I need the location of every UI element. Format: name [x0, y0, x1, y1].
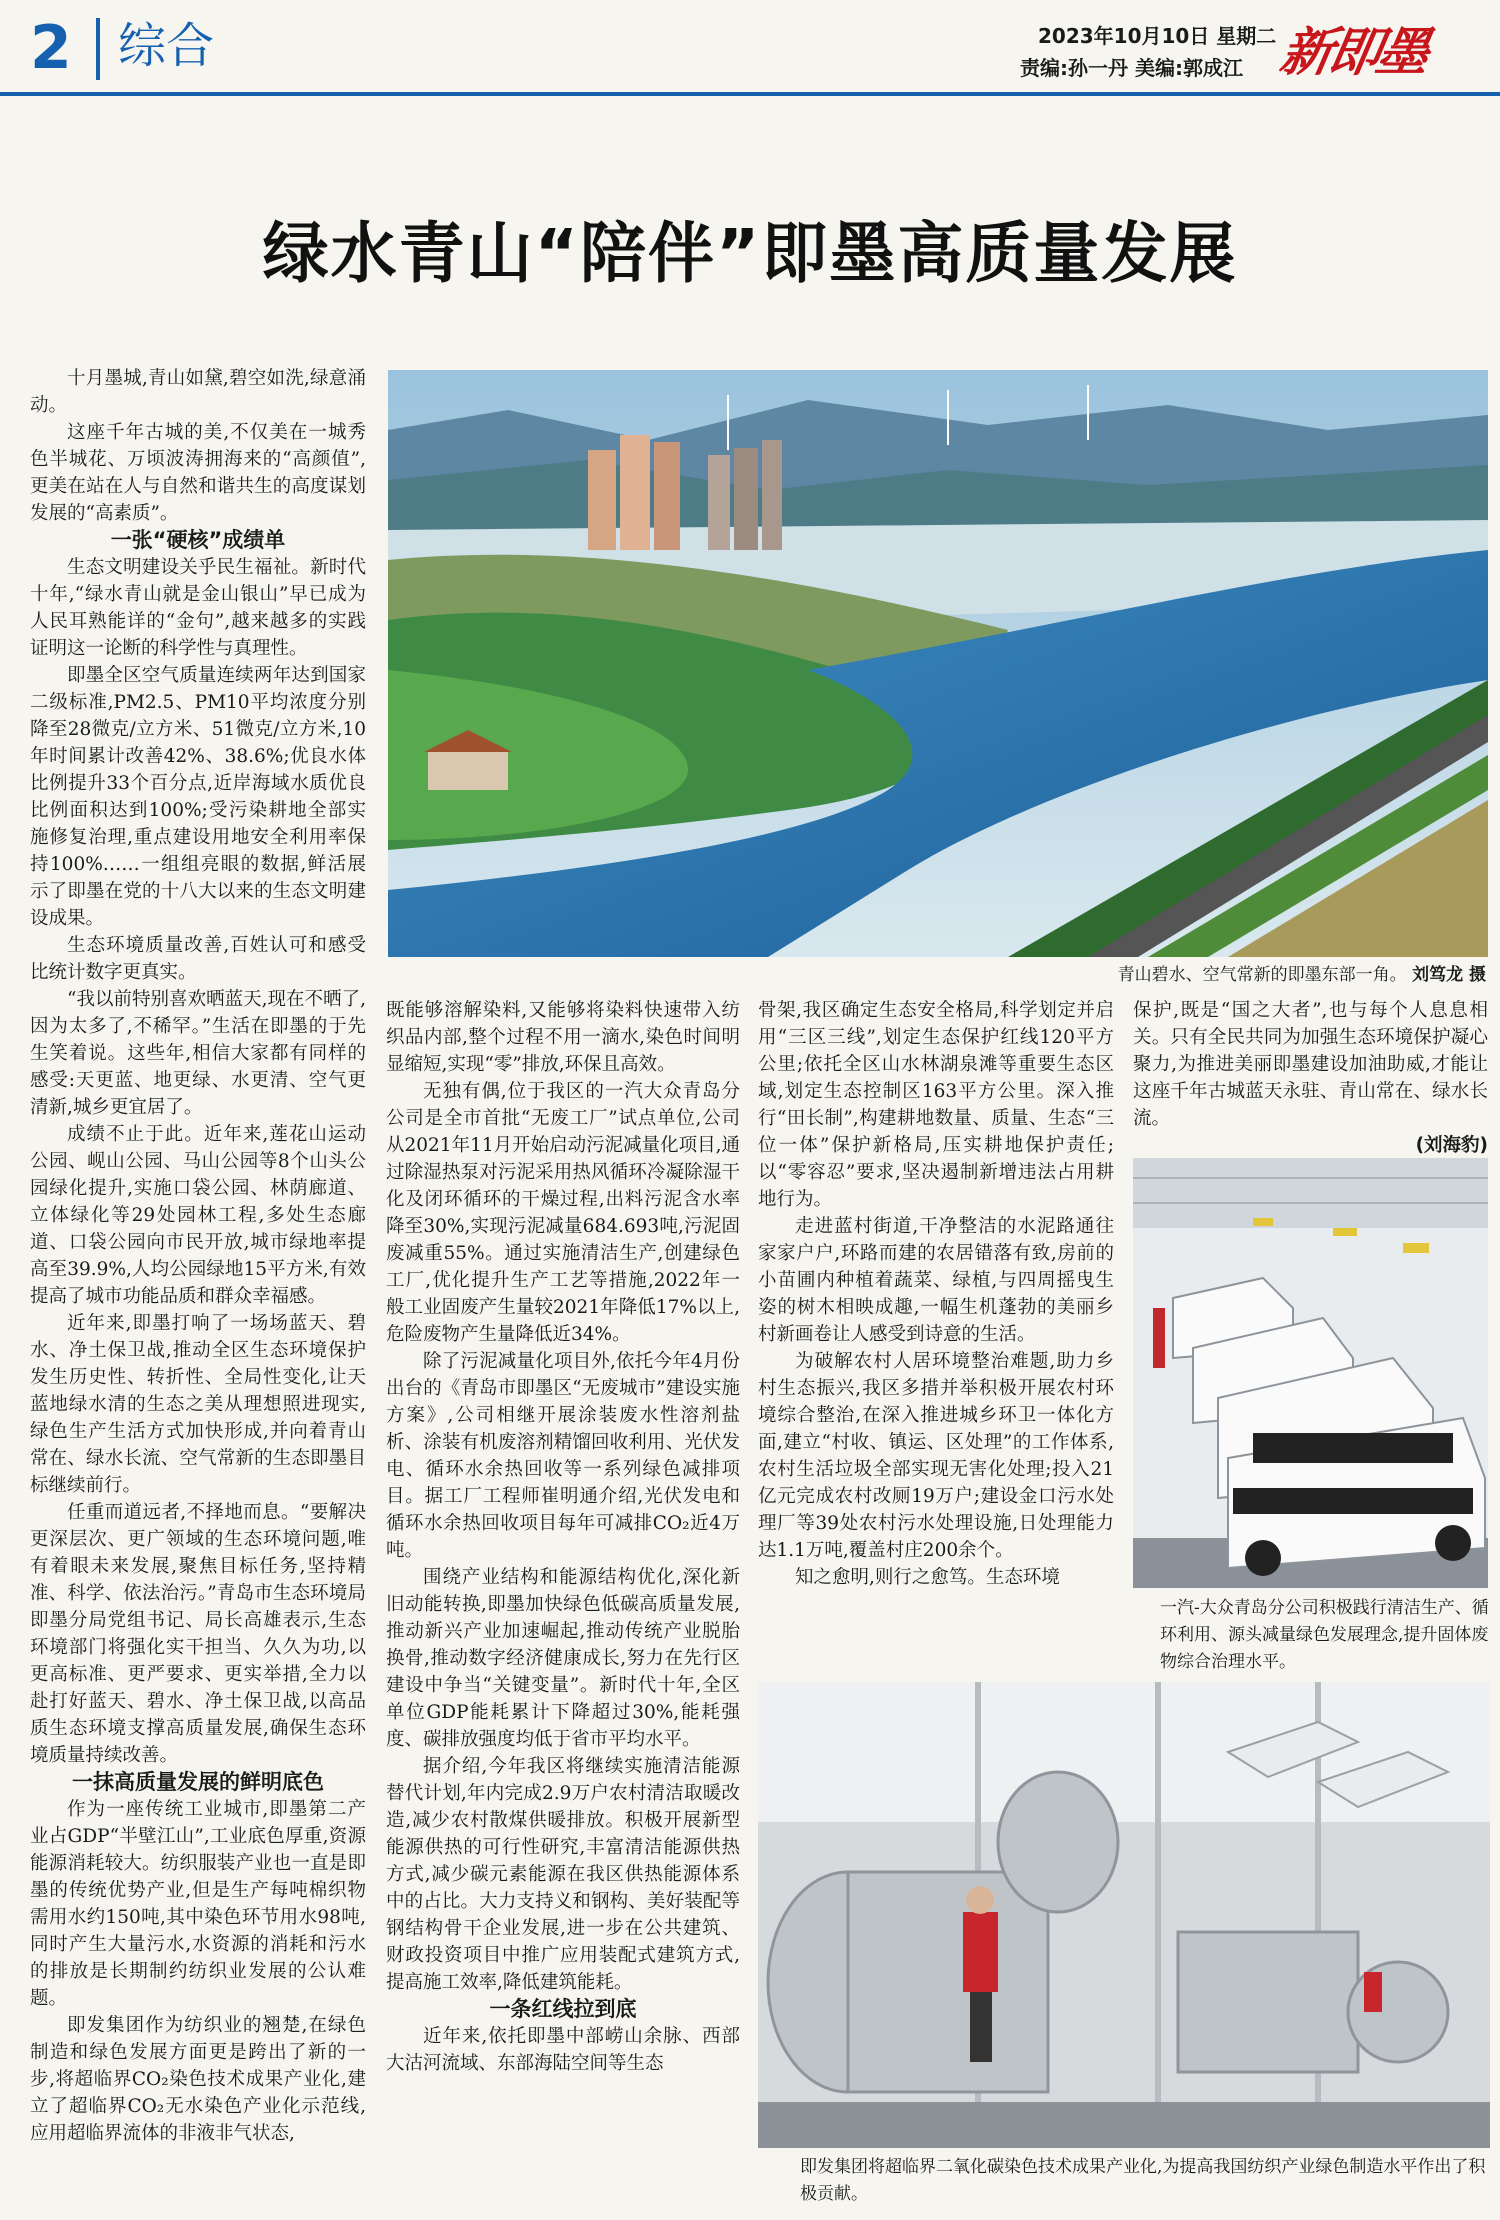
paragraph: 除了污泥减量化项目外,依托今年4月份出台的《青岛市即墨区“无废城市”建设实施方案》,公司相继开展涂装废水性溶剂盐析、涂装有机废溶剂精馏回收利用、光伏发电、循环水余热回收等一系列绿色减排项目。据工厂工程师崔明通介绍,光伏发电和循环水余热回收项目每年可减排CO₂近4万吨。 [386, 1351, 740, 1561]
car-assembly-illustration [1133, 1158, 1488, 1588]
author-byline: (刘海豹) [1415, 1135, 1488, 1156]
article-column-2 [386, 997, 740, 2077]
paragraph: 为破解农村人居环境整治难题,助力乡村生态振兴,我区多措并举积极开展农村环境综合整治,在深入推进城乡环卫一体化方面,建立“村收、镇运、区处理”的工作体系,农村生活垃圾全部实现无害化处理;投入21亿元完成农村改厕19万户;建设金口污水处理厂等39处农村污水处理设施,日处理能力达1.1万吨,覆盖村庄200余个。 [758, 1351, 1114, 1561]
subheading: 一张“硬核”成绩单 [110, 528, 286, 552]
paragraph: 保护,既是“国之大者”,也与每个人息息相关。只有全民共同为加强生态环境保护凝心聚力,为推进美丽即墨建设加油助威,才能让这座千年古城蓝天永驻、青山常在、绿水长流。 [1133, 1000, 1488, 1129]
photo-dyeing-factory [758, 1682, 1490, 2148]
paragraph: 十月墨城,青山如黛,碧空如洗,绿意涌动。 [30, 368, 366, 416]
header-divider [96, 18, 100, 80]
issue-date: 2023年10月10日 星期二 [1038, 24, 1277, 48]
paragraph: 即墨全区空气质量连续两年达到国家二级标准,PM2.5、PM10平均浓度分别降至28微克/立方米、51微克/立方米,10年时间累计改善42%、38.6%;优良水体比例提升33个百分点,近岸海域水质优良比例面积达到100%;受污染耕地全部实施修复治理,重点建设用地安全利用率保持100%……一组组亮眼的数据,鲜活展示了即墨在党的十八大以来的生态文明建设成果。 [30, 665, 366, 929]
main-photo-landscape [388, 370, 1488, 957]
landscape-illustration [388, 370, 1488, 957]
paragraph: 据介绍,今年我区将继续实施清洁能源替代计划,年内完成2.9万户农村清洁取暖改造,减少农村散煤供暖排放。积极开展新型能源供热的可行性研究,丰富清洁能源供热方式,减少碳元素能源在我区供热能源体系中的占比。大力支持义和钢构、美好装配等钢结构骨干企业发展,进一步在公共建筑、财政投资项目中推广应用装配式建筑方式,提高施工效率,降低建筑能耗。 [386, 1756, 740, 1993]
headline: 绿水青山“陪伴”即墨高质量发展 [262, 215, 1238, 292]
article-column-3 [758, 997, 1114, 1591]
paragraph: “我以前特别喜欢晒蓝天,现在不晒了,因为太多了,不稀罕。”生活在即墨的于先生笑着说。这些年,相信大家都有同样的感受:天更蓝、地更绿、水更清、空气更清新,城乡更宜居了。 [30, 989, 366, 1118]
paragraph: 即发集团作为纺织业的翘楚,在绿色制造和绿色发展方面更是跨出了新的一步,将超临界CO₂染色技术成果产业化,建立了超临界CO₂无水染色产业化示范线,应用超临界流体的非液非气状态, [30, 2015, 366, 2144]
article-column-1 [30, 365, 366, 2147]
paragraph: 骨架,我区确定生态安全格局,科学划定并启用“三区三线”,划定生态保护红线120平方公里;依托全区山水林湖泉滩等重要生态区域,划定生态控制区163平方公里。深入推行“田长制”,构建耕地数量、质量、生态“三位一体”保护新格局,压实耕地保护责任;以“零容忍”要求,坚决遏制新增违法占用耕地行为。 [758, 1000, 1114, 1210]
paragraph: 这座千年古城的美,不仅美在一城秀色半城花、万顷波涛拥海来的“高颜值”,更美在站在人与自然和谐共生的高度谋划发展的“高素质”。 [30, 422, 366, 524]
article-column-4 [1133, 997, 1488, 1159]
section-title: 综合 [118, 18, 215, 74]
paragraph: 近年来,即墨打响了一场场蓝天、碧水、净土保卫战,推动全区生态环境保护发生历史性、转折性、全局性变化,让天蓝地绿水清的生态之美从理想照进现实,绿色生产生活方式加快形成,并向着青山常在、绿水长流、空气常新的生态即墨目标继续前行。 [30, 1313, 366, 1496]
subheading: 一条红线拉到底 [489, 1997, 637, 2021]
dyeing-equipment-illustration [758, 1682, 1490, 2148]
paragraph: 围绕产业结构和能源结构优化,深化新旧动能转换,即墨加快绿色低碳高质量发展,推动新兴产业加速崛起,推动传统产业脱胎换骨,推动数字经济健康成长,努力在先行区建设中争当“关键变量”。新时代十年,全区单位GDP能耗累计下降超过30%,能耗强度、碳排放强度均低于省市平均水平。 [386, 1567, 740, 1750]
main-photo-caption: 青山碧水、空气常新的即墨东部一角。 [1117, 965, 1407, 985]
masthead-logo: 新即墨 [1275, 22, 1431, 83]
paragraph: 生态文明建设关乎民生福祉。新时代十年,“绿水青山就是金山银山”早已成为人民耳熟能详的“金句”,越来越多的实践证明这一论断的科学性与真理性。 [30, 557, 366, 659]
paragraph: 成绩不止于此。近年来,莲花山运动公园、岘山公园、马山公园等8个山头公园绿化提升,实施口袋公园、林荫廊道、立体绿化等29处园林工程,多处生态廊道、口袋公园向市民开放,城市绿地率提高至39.9%,人均公园绿地15平方米,有效提高了城市功能品质和群众幸福感。 [30, 1124, 366, 1307]
paragraph: 知之愈明,则行之愈笃。生态环境 [795, 1567, 1060, 1588]
main-photo-caption-row [700, 962, 1486, 989]
editors-line: 责编:孙一丹 美编:郭成江 [1020, 56, 1243, 80]
paragraph: 作为一座传统工业城市,即墨第二产业占GDP“半壁江山”,工业底色厚重,资源能源消耗较大。纺织服装产业也一直是即墨的传统优势产业,但是生产每吨棉织物需用水约150吨,其中染色环节用水98吨,同时产生大量污水,水资源的消耗和污水的排放是长期制约纺织业发展的公认难题。 [30, 1799, 366, 2009]
paragraph: 无独有偶,位于我区的一汽大众青岛分公司是全市首批“无废工厂”试点单位,公司从2021年11月开始启动污泥减量化项目,通过除湿热泵对污泥采用热风循环冷凝除湿干化及闭环循环的干燥过程,出料污泥含水率降至30%,实现污泥减量684.693吨,污泥固废减重55%。通过实施清洁生产,创建绿色工厂,优化提升生产工艺等措施,2022年一般工业固废产生量较2021年降低17%以上,危险废物产生量降低近34%。 [386, 1081, 741, 1345]
subheading: 一抹高质量发展的鲜明底色 [72, 1770, 324, 1794]
main-photo-credit: 刘笃龙 摄 [1412, 965, 1486, 985]
photo-car-factory [1133, 1158, 1488, 1592]
header-rule [0, 92, 1500, 96]
paragraph: 生态环境质量改善,百姓认可和感受比统计数字更真实。 [30, 935, 366, 983]
paragraph: 既能够溶解染料,又能够将染料快速带入纺织品内部,整个过程不用一滴水,染色时间明显缩短,实现“零”排放,环保且高效。 [386, 1000, 740, 1075]
paragraph: 近年来,依托即墨中部崂山余脉、西部大沽河流域、东部海陆空间等生态 [386, 2026, 740, 2074]
factory-photo-caption: 即发集团将超临界二氧化碳染色技术成果产业化,为提高我国纺织产业绿色制造水平作出了积极贡献。 [800, 2157, 1486, 2204]
car-photo-caption: 一汽-大众青岛分公司积极践行清洁生产、循环利用、源头减量绿色发展理念,提升固体废物综合治理水平。 [1160, 1598, 1489, 1672]
paragraph: 任重而道远者,不择地而息。“要解决更深层次、更广领域的生态环境问题,唯有着眼未来发展,聚焦目标任务,坚持精准、科学、依法治污。”青岛市生态环境局即墨分局党组书记、局长高雄表示,生态环境部门将强化实干担当、久久为功,以更高标准、更严要求、更实举措,全力以赴打好蓝天、碧水、净土保卫战,以高品质生态环境支撑高质量发展,确保生态环境质量持续改善。 [30, 1502, 366, 1766]
paragraph: 走进蓝村街道,干净整洁的水泥路通往家家户户,环路而建的农居错落有致,房前的小苗圃内种植着蔬菜、绿植,与四周摇曳生姿的树木相映成趣,一幅生机蓬勃的美丽乡村新画卷让人感受到诗意的生活。 [758, 1216, 1114, 1345]
page-number: 2 [30, 13, 72, 83]
